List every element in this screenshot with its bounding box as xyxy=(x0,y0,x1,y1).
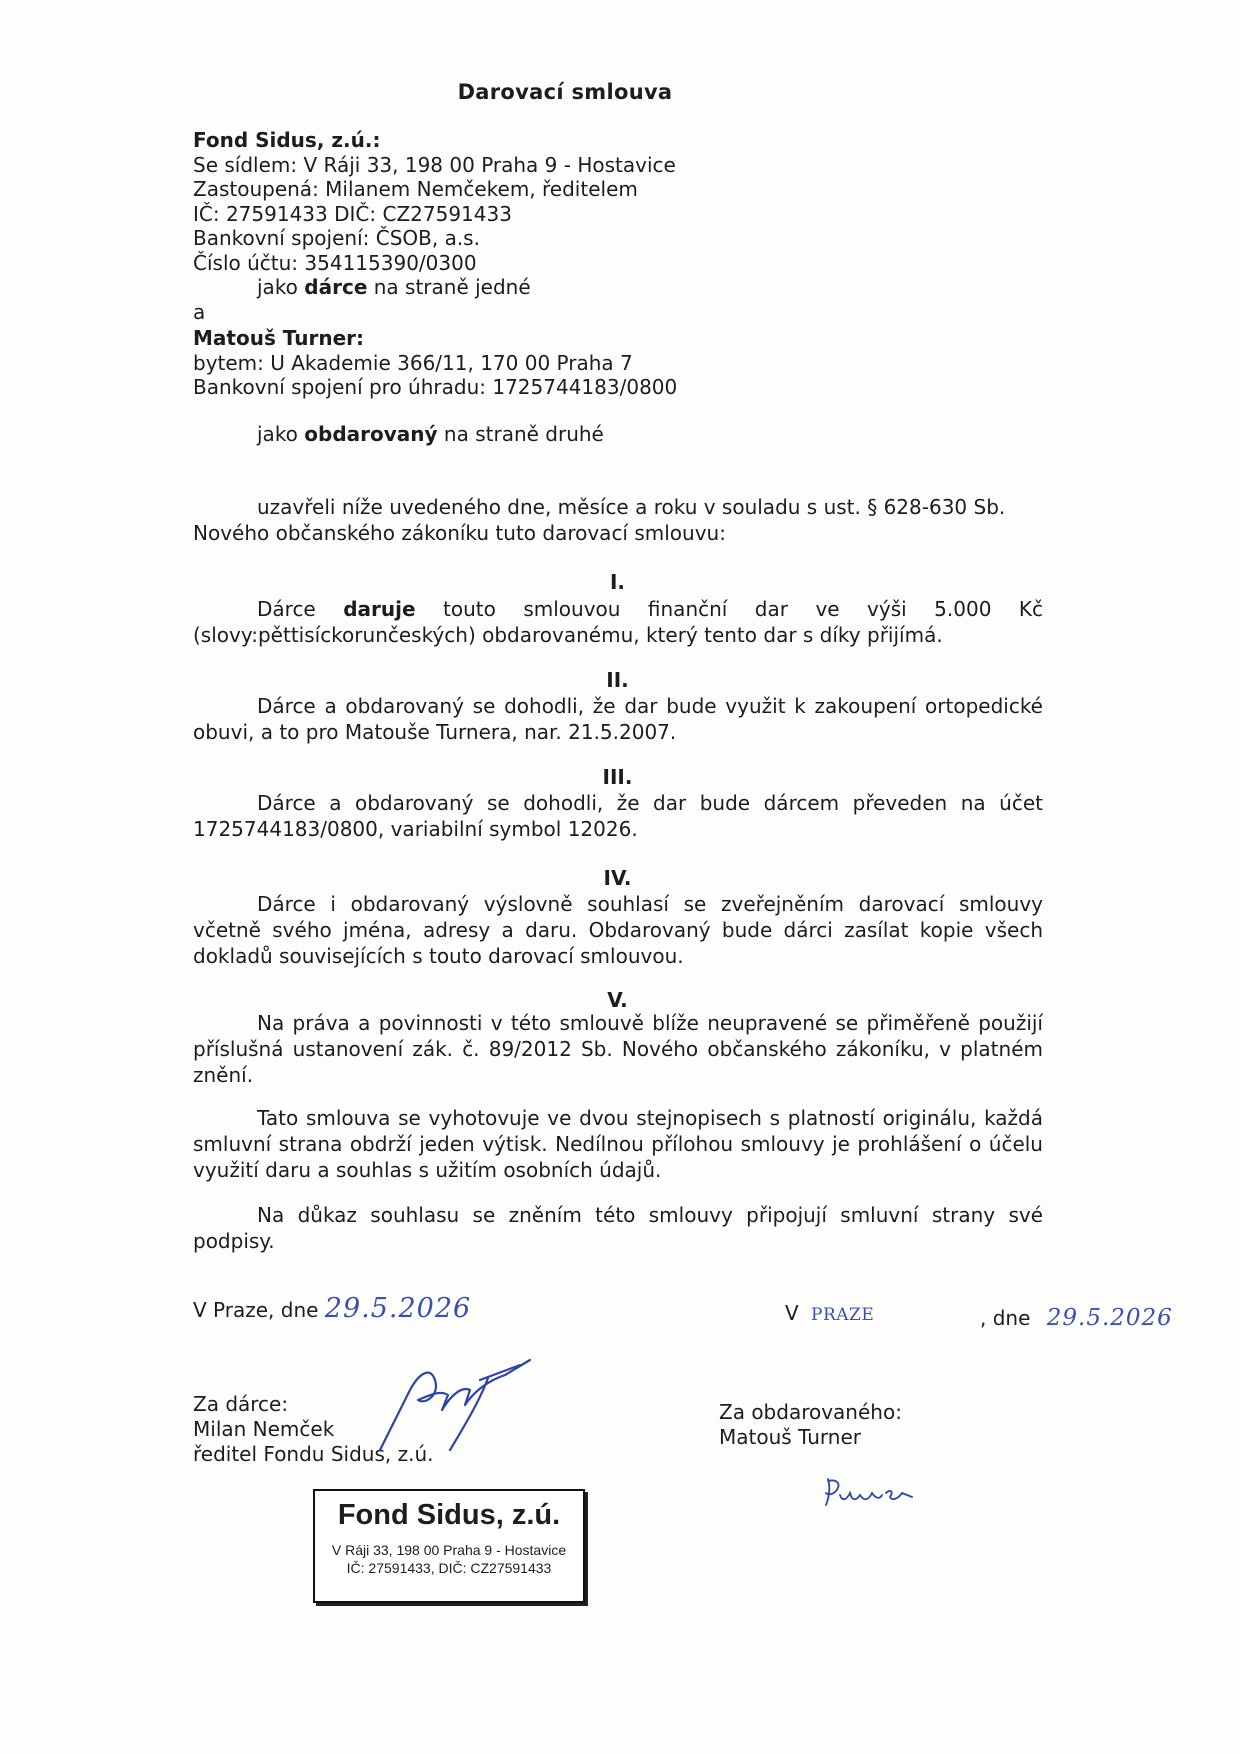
article-5-text: Na práva a povinnosti v této smlouvě blíže neupravené se přiměřeně použijí příslušná ustanovení zák. č. 89/2012 Sb. Nového občanského zákoníku, v platném znění. xyxy=(193,1011,1043,1087)
recipient-role-prefix: jako xyxy=(257,421,298,446)
recipient-signature-block xyxy=(719,1400,902,1450)
place-date-left xyxy=(193,1293,471,1324)
donor-role-suffix: na straně jedné xyxy=(373,275,531,299)
handwritten-date-left: 29.5.2026 xyxy=(324,1293,472,1324)
recipient-bank: Bankovní spojení pro úhradu: 1725744183/0800 xyxy=(193,375,678,399)
recipient-role-line xyxy=(193,422,677,447)
article-1-text xyxy=(193,596,1043,648)
closing-paragraph-1: Tato smlouva se vyhotovuje ve dvou stejnopisech s platností originálu, každá smluvní strana obdrží jeden výtisk. Nedílnou přílohou smlouvy je prohlášení o účelu využití daru a souhlas s užitím osobních údajů. xyxy=(193,1106,1043,1182)
donor-represented: Zastoupená: Milanem Nemčekem, ředitelem xyxy=(193,177,638,201)
article-2-heading: II. xyxy=(606,668,629,692)
donor-ids: IČ: 27591433 DIČ: CZ27591433 xyxy=(193,201,512,226)
donor-name: Fond Sidus, z.ú.: xyxy=(193,128,381,152)
place-right-prefix: V xyxy=(785,1301,799,1325)
parties-header xyxy=(193,128,677,446)
document-title: Darovací smlouva xyxy=(457,80,673,104)
place-left-prefix: V Praze, dne xyxy=(193,1298,319,1322)
donor-role: dárce xyxy=(304,275,368,299)
recipient-name: Matouš Turner: xyxy=(193,326,365,350)
article-4-heading: IV. xyxy=(603,866,632,890)
date-right-group xyxy=(980,1305,1173,1331)
donor-role-line xyxy=(193,275,677,300)
organization-stamp xyxy=(313,1489,585,1603)
donor-sig-name: Milan Nemček xyxy=(193,1417,335,1441)
recipient-handwritten-signature xyxy=(820,1475,920,1515)
donor-seat: Se sídlem: V Ráji 33, 198 00 Praha 9 - Hostavice xyxy=(193,152,676,177)
stamp-ids: IČ: 27591433, DIČ: CZ27591433 xyxy=(346,1560,552,1576)
article-3-text: Dárce a obdarovaný se dohodli, že dar bude dárcem převeden na účet 1725744183/0800, variabilní symbol 12026. xyxy=(193,791,1043,841)
stamp-name: Fond Sidus, z.ú. xyxy=(337,1499,561,1531)
and-word: a xyxy=(193,299,206,324)
donor-handwritten-signature xyxy=(370,1350,540,1460)
article-1-pre: Dárce xyxy=(257,597,316,621)
intro-paragraph: uzavřeli níže uvedeného dne, měsíce a roku v souladu s ust. § 628-630 Sb. Nového občanského zákoníku tuto darovací smlouvu: xyxy=(193,495,1006,545)
place-date-right xyxy=(785,1301,874,1325)
recipient-role: obdarovaný xyxy=(304,421,438,446)
donor-account-line xyxy=(193,251,677,276)
donor-role-prefix: jako xyxy=(257,275,298,299)
article-1-body: touto smlouvou finanční dar ve výši 5.000 Kč (slovy:pěttisíckorunčeských) obdarovanému, který tento dar s díky přijímá. xyxy=(193,597,1044,647)
donor-account: 354115390/0300 xyxy=(304,250,477,275)
recipient-role-suffix: na straně druhé xyxy=(443,421,604,446)
article-5-heading: V. xyxy=(607,988,628,1012)
stamp-address: V Ráji 33, 198 00 Praha 9 - Hostavice xyxy=(331,1542,567,1558)
article-3-heading: III. xyxy=(602,765,633,789)
handwritten-city-right: PRAZE xyxy=(811,1305,875,1325)
recipient-address: bytem: U Akademie 366/11, 170 00 Praha 7 xyxy=(193,350,633,375)
donor-sig-label: Za dárce: xyxy=(193,1392,289,1416)
article-1-bold: daruje xyxy=(343,597,416,621)
recipient-sig-name: Matouš Turner xyxy=(719,1425,861,1449)
donor-bank: Bankovní spojení: ČSOB, a.s. xyxy=(193,226,480,250)
article-4-text: Dárce i obdarovaný výslovně souhlasí se zveřejněním darovací smlouvy včetně svého jména, adresy a daru. Obdarovaný bude dárci zasílat kopie všech dokladů souvisejících s touto darovací smlouvou. xyxy=(193,892,1043,968)
article-1-heading: I. xyxy=(609,570,626,594)
handwritten-date-right: 29.5.2026 xyxy=(1046,1305,1173,1331)
place-right-dne: , dne xyxy=(980,1306,1031,1330)
donor-sig-role: ředitel Fondu Sidus, z.ú. xyxy=(193,1442,434,1466)
recipient-sig-label: Za obdarovaného: xyxy=(719,1400,902,1424)
closing-paragraph-2: Na důkaz souhlasu se zněním této smlouvy připojují smluvní strany své podpisy. xyxy=(193,1203,1043,1253)
article-2-text: Dárce a obdarovaný se dohodli, že dar bude využit k zakoupení ortopedické obuvi, a to pro Matouše Turnera, nar. 21.5.2007. xyxy=(193,694,1043,744)
donor-account-label: Číslo účtu: xyxy=(193,250,299,275)
